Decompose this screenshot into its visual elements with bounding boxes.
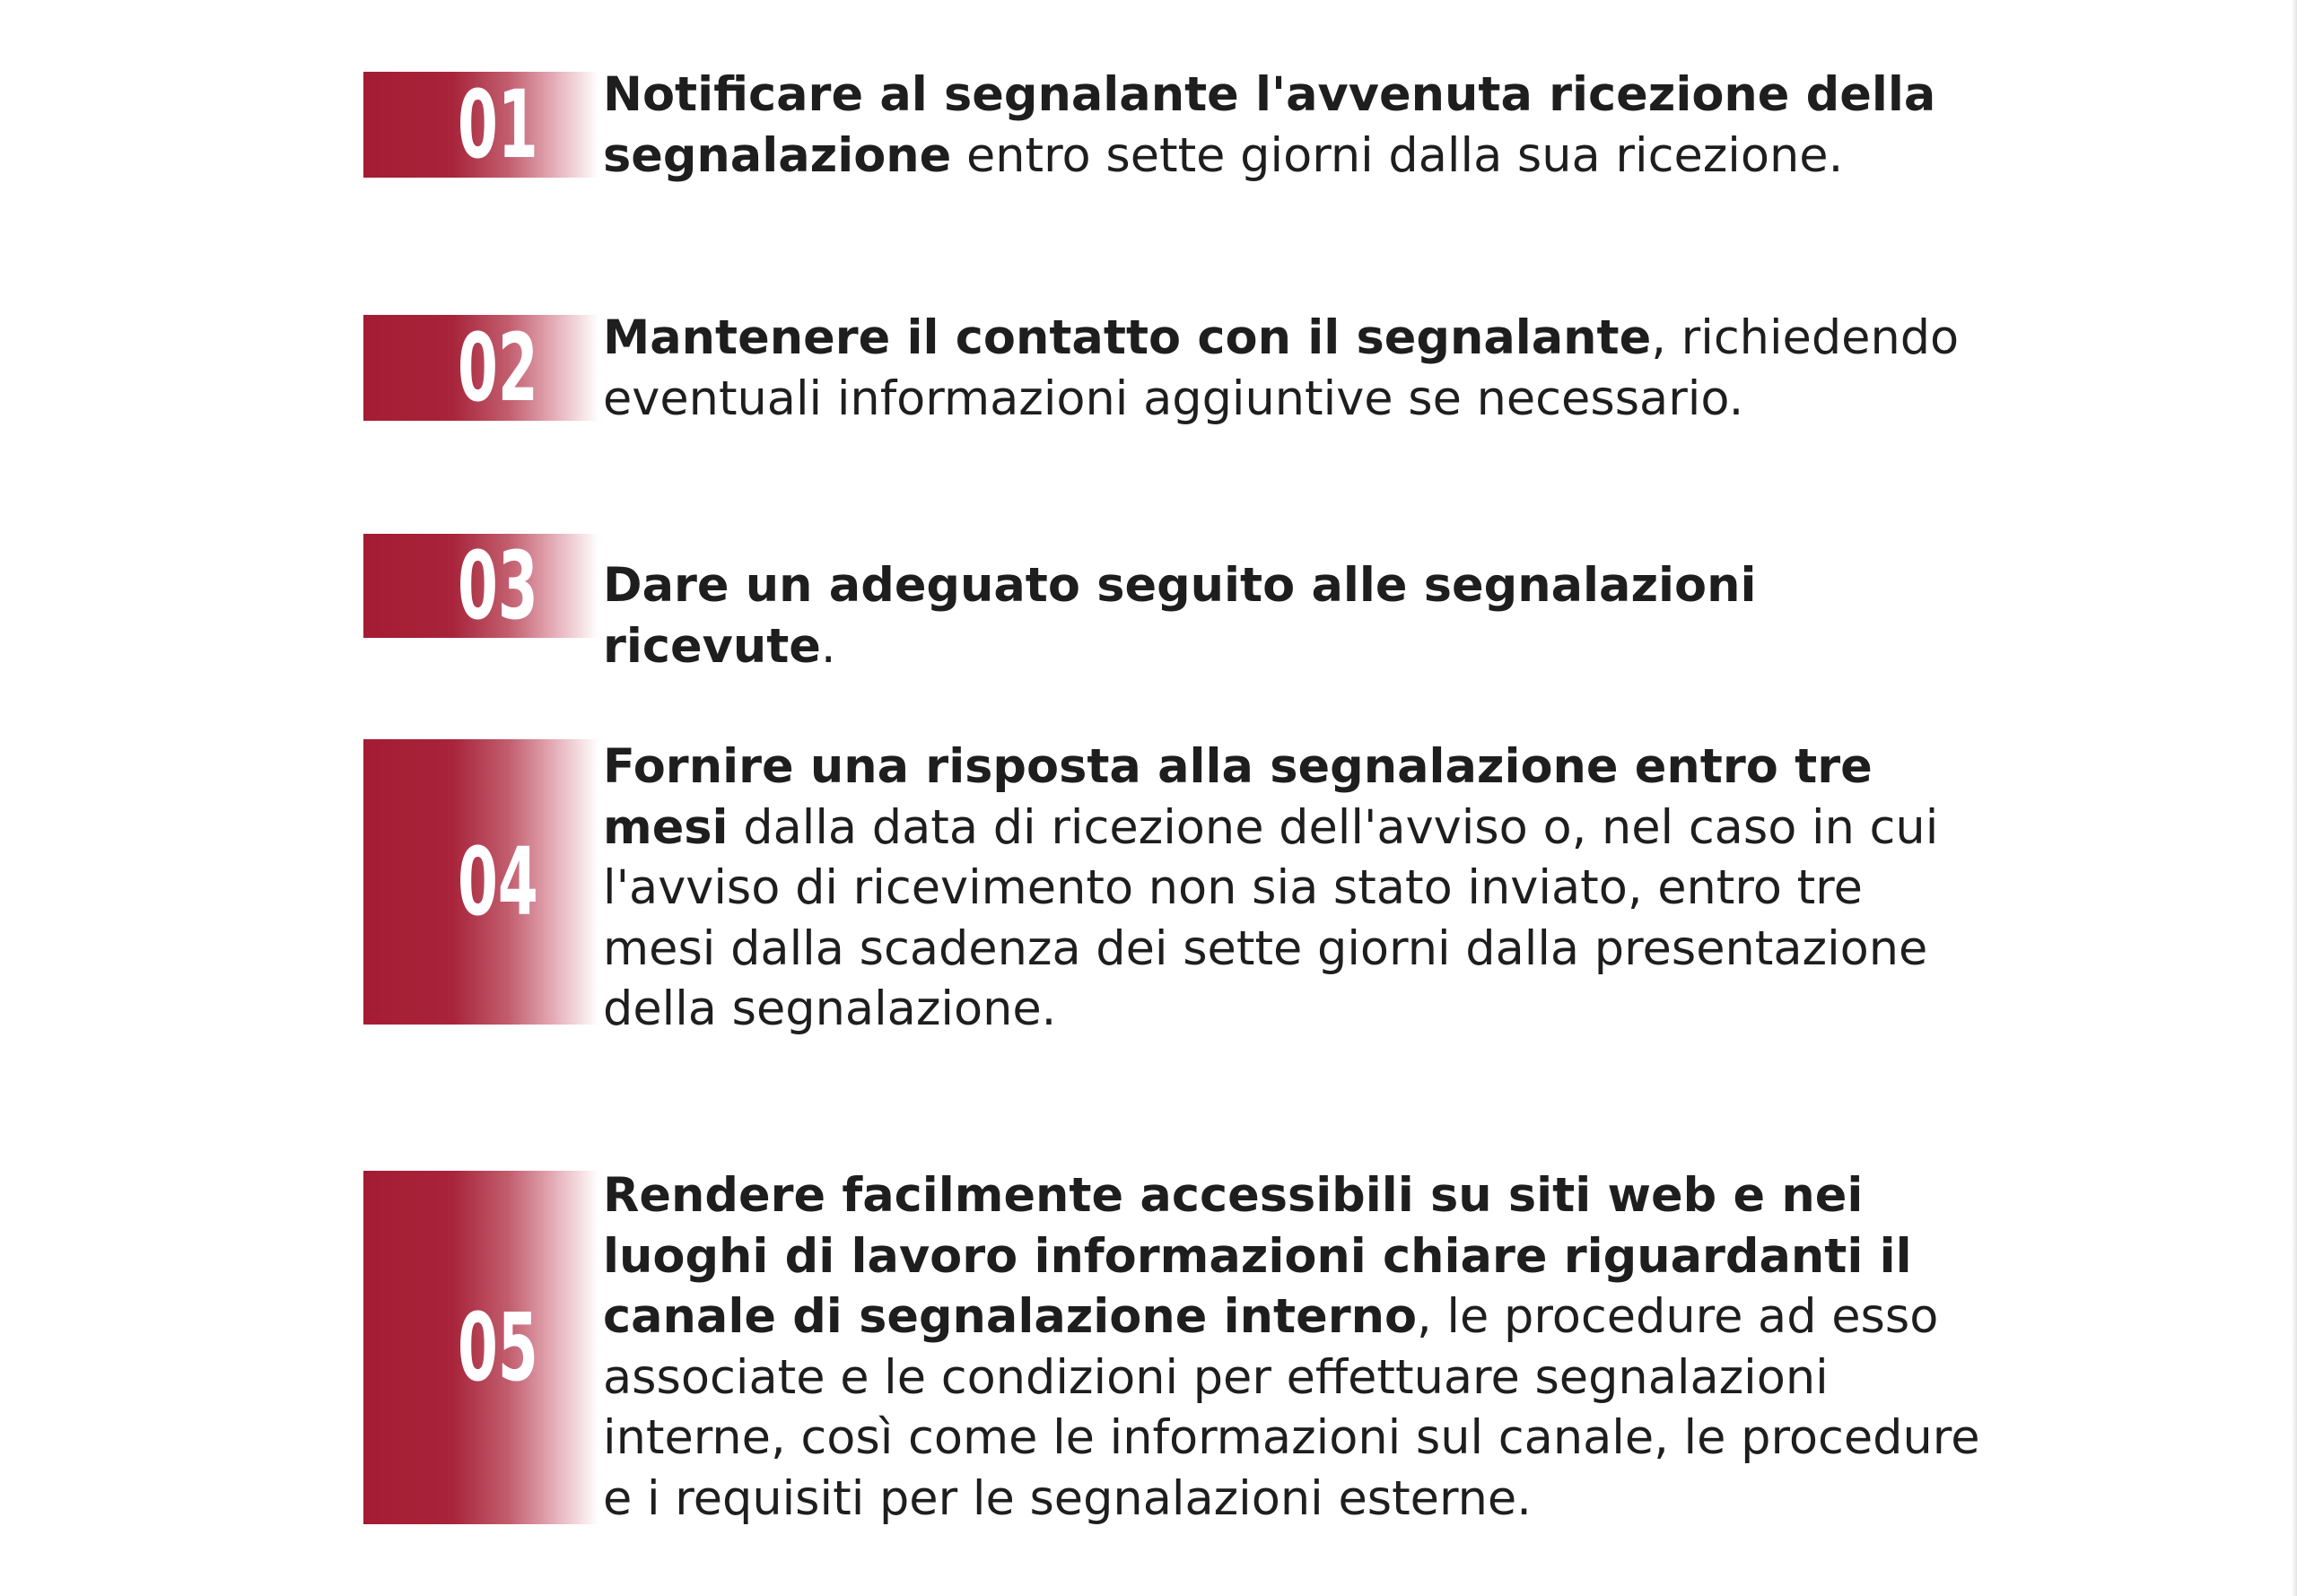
step-number-badge <box>363 531 598 641</box>
step-regular-text: . <box>820 618 836 674</box>
step-number-badge <box>363 739 598 1025</box>
step-bold-text: Dare un adeguato seguito alle segnalazioni ricevute <box>603 558 1757 674</box>
step-bold-text: Fornire una risposta alla segnalazione entro tre mesi <box>603 739 1873 855</box>
step-number-badge <box>363 1171 598 1524</box>
step-number-badge <box>363 72 598 178</box>
step-regular-text: , richiedendo eventuali informazioni aggiuntive se necessario. <box>603 310 1960 426</box>
step-description <box>603 555 1980 676</box>
page-edge-shadow <box>2292 0 2297 1596</box>
step-number: 01 <box>458 70 538 179</box>
step-description <box>603 308 1980 429</box>
step-number: 03 <box>458 531 538 641</box>
step-number: 05 <box>458 1293 538 1402</box>
step-bold-text: Mantenere il contatto con il segnalante <box>603 310 1652 365</box>
step-description <box>603 1165 1980 1529</box>
step-number: 02 <box>458 313 538 423</box>
step-description <box>603 65 1980 186</box>
step-description <box>603 737 1980 1040</box>
step-regular-text: entro sette giorni dalla sua ricezione. <box>951 127 1844 183</box>
step-number: 04 <box>458 827 538 937</box>
step-regular-text: dalla data di ricezione dell'avviso o, nel caso in cui l'avviso di ricevimento non sia stato inviato, entro tre mesi dalla scadenza dei sette giorni dalla presentazione della segnalazione. <box>603 799 1939 1036</box>
step-bold-text: Notificare al segnalante l'avvenuta ricezione della segnalazione <box>603 67 1936 183</box>
step-number-badge <box>363 315 598 421</box>
step-bold-text: Rendere facilmente accessibili su siti web e nei luoghi di lavoro informazioni chiare riguardanti il canale di segnalazione interno <box>603 1168 1912 1344</box>
step-regular-text: , le procedure ad esso associate e le condizioni per effettuare segnalazioni interne, così come le informazioni sul canale, le procedure e i requisiti per le segnalazioni esterne. <box>603 1289 1980 1526</box>
